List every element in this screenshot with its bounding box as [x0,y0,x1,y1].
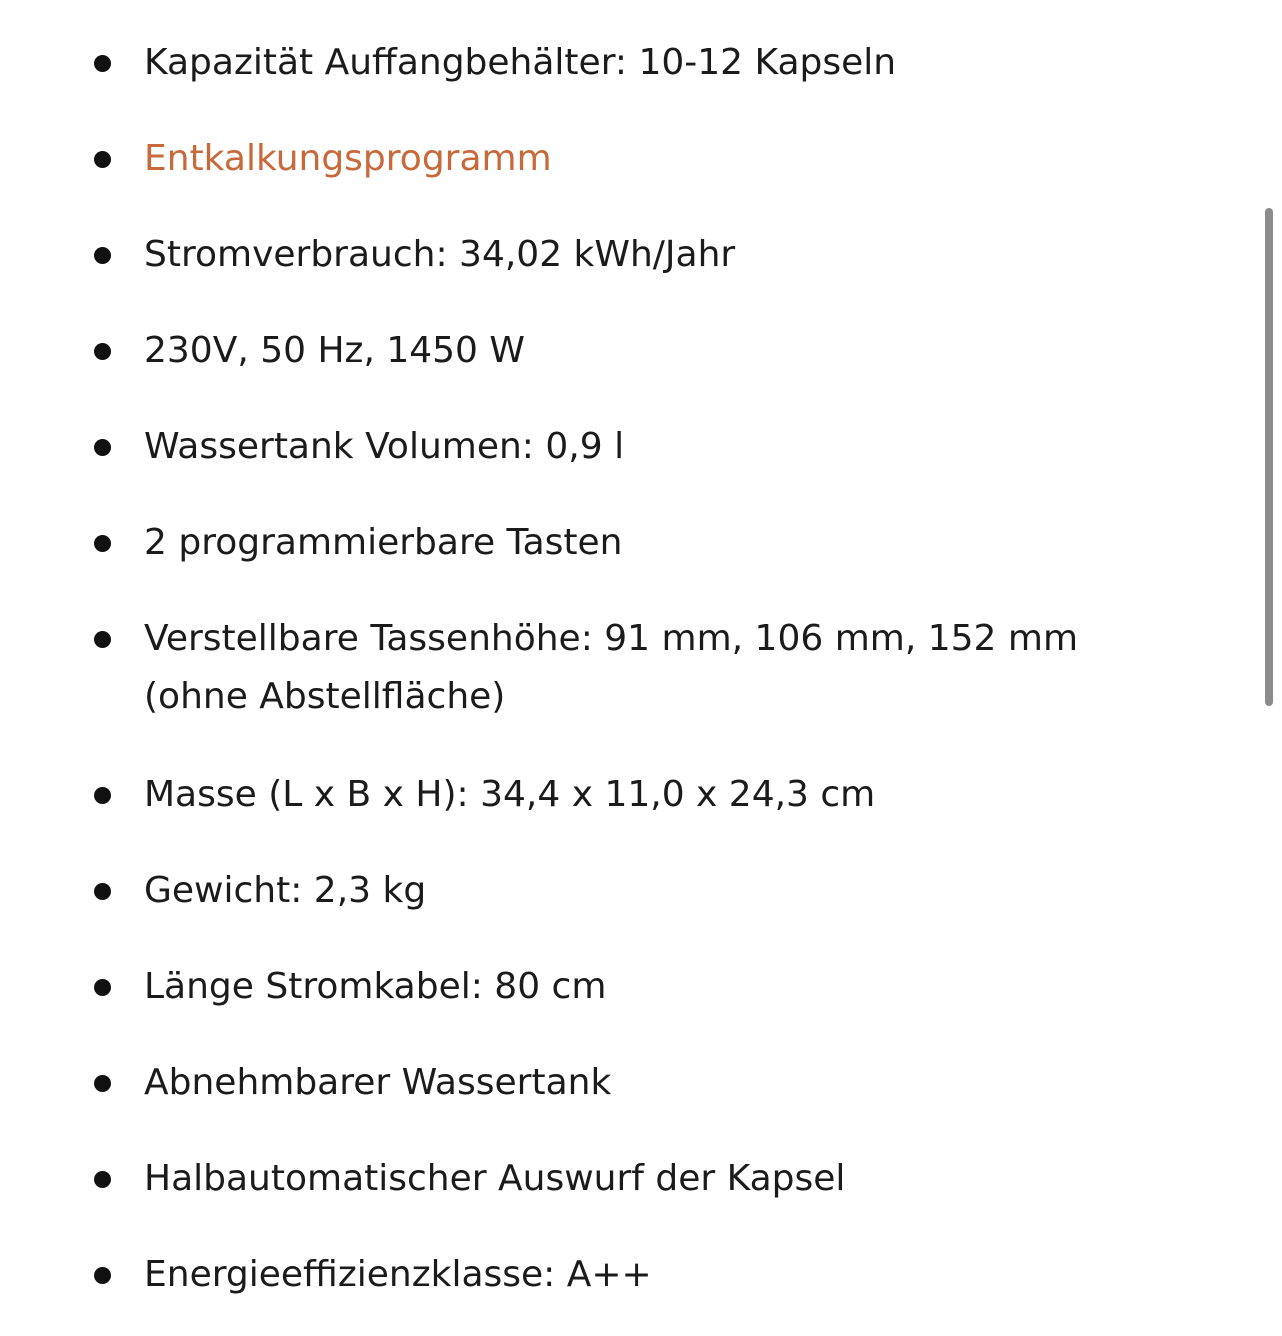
bullet-icon [94,151,111,168]
spec-cup-height-note: (ohne Abstellfläche) [144,676,506,717]
spec-removable-tank: Abnehmbarer Wassertank [144,1062,612,1103]
bullet-icon [94,439,111,456]
spec-water-tank-volume: Wassertank Volumen: 0,9 l [144,426,625,467]
spec-dimensions: Masse (L x B x H): 34,4 x 11,0 x 24,3 cm [144,774,876,815]
spec-weight: Gewicht: 2,3 kg [144,870,427,911]
bullet-icon [94,631,111,648]
descaling-program-link[interactable]: Entkalkungsprogramm [144,138,552,179]
bullet-icon [94,535,111,552]
bullet-icon [94,883,111,900]
scrollbar[interactable] [1265,208,1273,706]
bullet-icon [94,55,111,72]
bullet-icon [94,787,111,804]
spec-energy-class: Energieeffizienzklasse: A++ [144,1254,652,1295]
bullet-icon [94,343,111,360]
spec-power-consumption: Stromverbrauch: 34,02 kWh/Jahr [144,234,736,275]
spec-capacity: Kapazität Auffangbehälter: 10-12 Kapseln [144,42,897,83]
spec-electrical: 230V, 50 Hz, 1450 W [144,330,525,371]
spec-programmable-buttons: 2 programmierbare Tasten [144,522,623,563]
bullet-icon [94,1267,111,1284]
bullet-icon [94,979,111,996]
bullet-icon [94,247,111,264]
spec-cup-height: Verstellbare Tassenhöhe: 91 mm, 106 mm, 152 mm [144,618,1079,659]
spec-capsule-ejection: Halbautomatischer Auswurf der Kapsel [144,1158,846,1199]
list-item [0,610,1200,726]
bullet-icon [94,1075,111,1092]
bullet-icon [94,1171,111,1188]
spec-cable-length: Länge Stromkabel: 80 cm [144,966,607,1007]
